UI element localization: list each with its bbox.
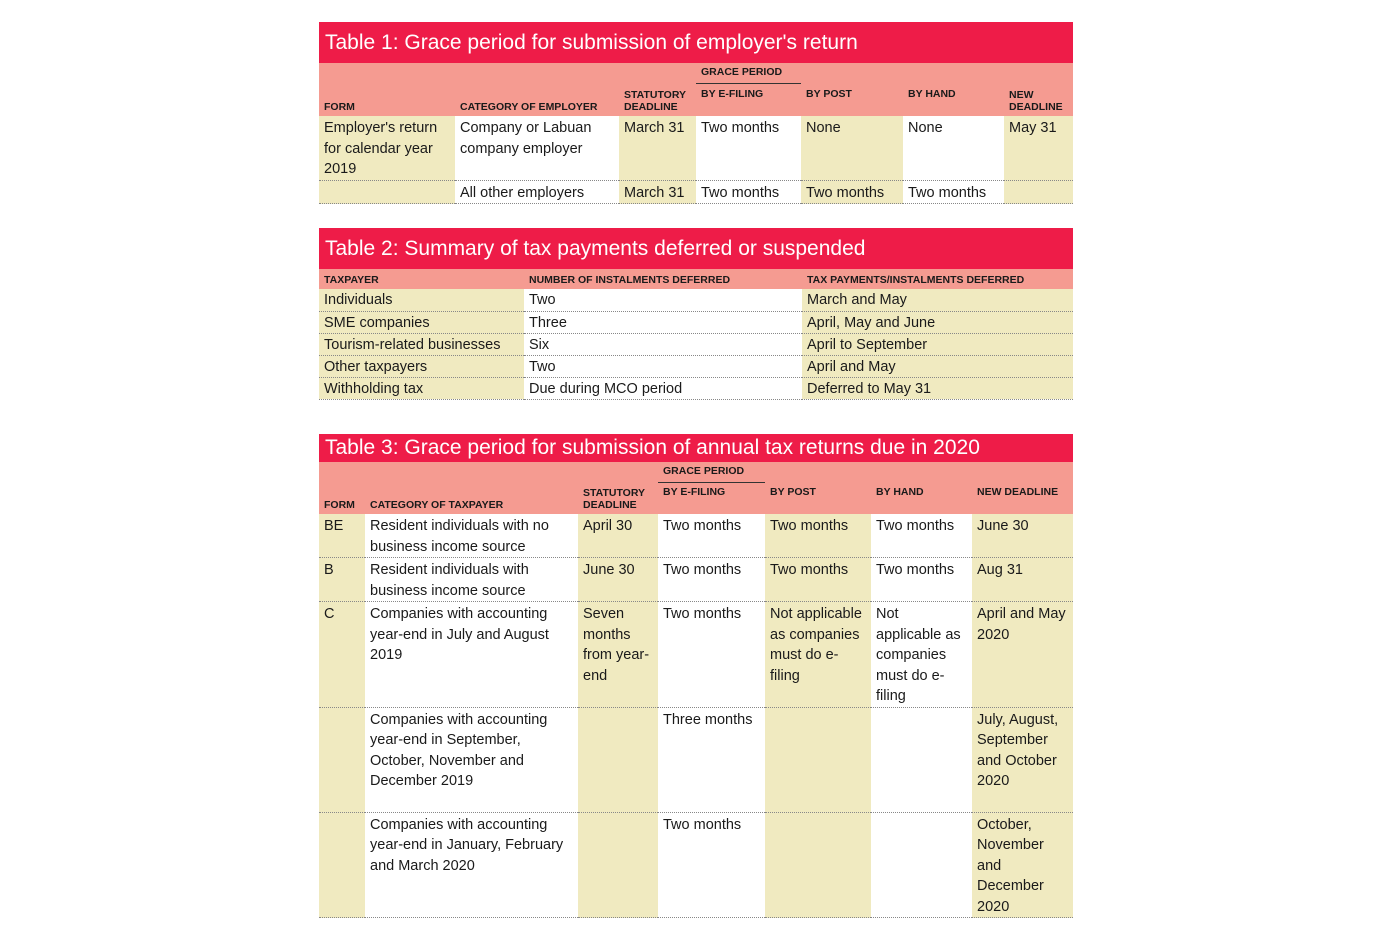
table-cell: April, May and June xyxy=(802,311,1073,333)
column-header: STATUTORY DEADLINE xyxy=(578,482,658,514)
column-header: TAXPAYER xyxy=(319,269,524,289)
table-2 xyxy=(319,228,1073,400)
column-header: CATEGORY OF TAXPAYER xyxy=(365,482,578,514)
table-cell: Two months xyxy=(765,558,871,602)
table-cell xyxy=(578,707,658,812)
table-cell: Due during MCO period xyxy=(524,377,802,399)
table-cell: Three months xyxy=(658,707,765,812)
table-cell: Two xyxy=(524,289,802,311)
table-cell: Deferred to May 31 xyxy=(802,377,1073,399)
table-row xyxy=(319,707,1073,812)
table-row xyxy=(319,558,1073,602)
table-cell: None xyxy=(801,116,903,180)
table-cell: SME companies xyxy=(319,311,524,333)
table-3-grid xyxy=(319,462,1073,918)
table-row xyxy=(319,180,1073,204)
table-cell: April to September xyxy=(802,333,1073,355)
table-row xyxy=(319,355,1073,377)
table-cell: Companies with accounting year-end in September, October, November and December 2019 xyxy=(365,707,578,812)
table-cell: Two months xyxy=(871,514,972,558)
table-cell xyxy=(319,707,365,812)
table-2-grid xyxy=(319,269,1073,400)
column-header: FORM xyxy=(319,83,455,116)
table-cell xyxy=(871,707,972,812)
table-cell: BE xyxy=(319,514,365,558)
column-header: CATEGORY OF EMPLOYER xyxy=(455,83,619,116)
table-cell: Aug 31 xyxy=(972,558,1073,602)
table-cell: Two xyxy=(524,355,802,377)
table-cell: June 30 xyxy=(972,514,1073,558)
table-cell: Seven months from year-end xyxy=(578,602,658,708)
table-cell: October, November and December 2020 xyxy=(972,812,1073,918)
table-cell xyxy=(578,812,658,918)
table-cell: March 31 xyxy=(619,116,696,180)
table-cell: Two months xyxy=(658,812,765,918)
column-header: BY E-FILING xyxy=(696,83,801,116)
column-header: BY E-FILING xyxy=(658,482,765,514)
table-cell: April and May xyxy=(802,355,1073,377)
table-cell xyxy=(765,707,871,812)
table-cell: Two months xyxy=(801,180,903,204)
column-header: BY POST xyxy=(765,482,871,514)
table-row xyxy=(319,812,1073,918)
table-cell: None xyxy=(903,116,1004,180)
table-cell xyxy=(871,812,972,918)
column-header: FORM xyxy=(319,482,365,514)
table-1-grid xyxy=(319,63,1073,204)
column-header: NEW DEADLINE xyxy=(1004,83,1073,116)
table-cell: Tourism-related businesses xyxy=(319,333,524,355)
column-header: TAX PAYMENTS/INSTALMENTS DEFERRED xyxy=(802,269,1073,289)
column-header: NUMBER OF INSTALMENTS DEFERRED xyxy=(524,269,802,289)
table-1 xyxy=(319,22,1073,204)
table-cell: Two months xyxy=(696,116,801,180)
table-cell: May 31 xyxy=(1004,116,1073,180)
table-cell: C xyxy=(319,602,365,708)
table-cell: Two months xyxy=(903,180,1004,204)
table-cell: Two months xyxy=(871,558,972,602)
column-header: BY HAND xyxy=(903,83,1004,116)
table-cell: Resident individuals with no business income source xyxy=(365,514,578,558)
table-cell: B xyxy=(319,558,365,602)
table-cell: All other employers xyxy=(455,180,619,204)
column-header: STATUTORY DEADLINE xyxy=(619,83,696,116)
table-3-title: Table 3: Grace period for submission of annual tax returns due in 2020 xyxy=(319,434,1073,462)
column-header: BY POST xyxy=(801,83,903,116)
table-cell: Not applicable as companies must do e-filing xyxy=(765,602,871,708)
table-cell: Company or Labuan company employer xyxy=(455,116,619,180)
table-cell: March and May xyxy=(802,289,1073,311)
table-cell: Resident individuals with business income source xyxy=(365,558,578,602)
table-cell: July, August, September and October 2020 xyxy=(972,707,1073,812)
table-1-title: Table 1: Grace period for submission of employer's return xyxy=(319,22,1073,63)
column-header: BY HAND xyxy=(871,482,972,514)
table-row xyxy=(319,602,1073,708)
table-cell: April and May 2020 xyxy=(972,602,1073,708)
table-cell: Six xyxy=(524,333,802,355)
table-cell: Companies with accounting year-end in July and August 2019 xyxy=(365,602,578,708)
table-row xyxy=(319,333,1073,355)
table-cell: Employer's return for calendar year 2019 xyxy=(319,116,455,180)
table-cell: Withholding tax xyxy=(319,377,524,399)
grace-period-header: GRACE PERIOD xyxy=(658,462,765,482)
table-cell: Two months xyxy=(658,558,765,602)
table-row xyxy=(319,514,1073,558)
table-2-title: Table 2: Summary of tax payments deferred or suspended xyxy=(319,228,1073,269)
table-row xyxy=(319,289,1073,311)
table-cell xyxy=(1004,180,1073,204)
table-cell: Not applicable as companies must do e-filing xyxy=(871,602,972,708)
table-cell: Other taxpayers xyxy=(319,355,524,377)
table-cell: Companies with accounting year-end in January, February and March 2020 xyxy=(365,812,578,918)
table-cell xyxy=(319,812,365,918)
table-cell: Two months xyxy=(765,514,871,558)
table-cell: Two months xyxy=(696,180,801,204)
grace-period-header: GRACE PERIOD xyxy=(696,63,801,83)
table-row xyxy=(319,116,1073,180)
table-cell: March 31 xyxy=(619,180,696,204)
table-cell: Two months xyxy=(658,514,765,558)
column-header: NEW DEADLINE xyxy=(972,482,1073,514)
table-cell: Individuals xyxy=(319,289,524,311)
table-cell xyxy=(765,812,871,918)
table-row xyxy=(319,377,1073,399)
table-cell: June 30 xyxy=(578,558,658,602)
table-row xyxy=(319,311,1073,333)
table-cell xyxy=(319,180,455,204)
table-cell: April 30 xyxy=(578,514,658,558)
table-3 xyxy=(319,434,1073,918)
table-cell: Two months xyxy=(658,602,765,708)
table-cell: Three xyxy=(524,311,802,333)
